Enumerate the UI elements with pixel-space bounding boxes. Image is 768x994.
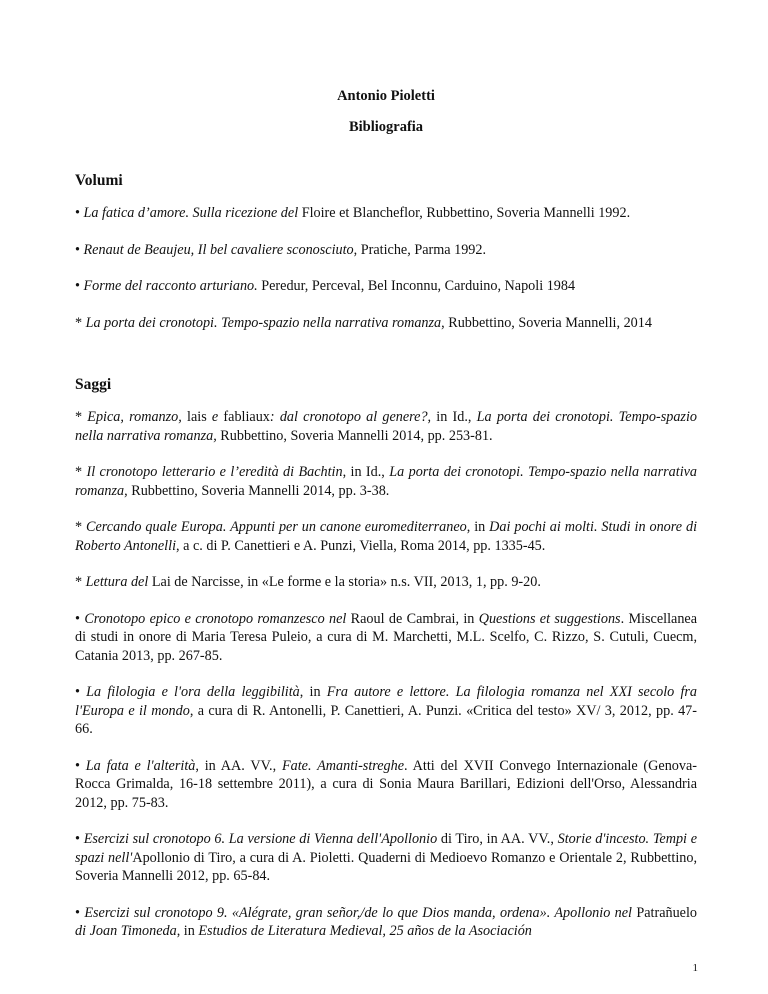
- entry-text: , a cura di R. Antonelli, P. Canettieri, A. Punzi. «Critica del testo» XV/ 3, 2012, pp. 47-66.: [75, 702, 697, 737]
- entry-text: Cronotopo epico e cronotopo romanzesco nel: [84, 610, 351, 627]
- saggi-list: [75, 408, 697, 941]
- entry-text: . Miscellanea di studi in onore di Maria Teresa Puleio, a cura di M. Marchetti, M.L. Scelfo, C. Rizzo, S. Cutuli, Cuecm, Catania 2013, pp. 267-85.: [75, 610, 698, 664]
- entry-text: •: [75, 904, 85, 921]
- entry-text: : dal cronotopo al genere?,: [269, 409, 437, 425]
- entry-text: Fate. Amanti-streghe: [281, 757, 405, 774]
- entry-text: •: [75, 757, 86, 774]
- entry-text: , in AA. VV.,: [195, 757, 282, 774]
- document-page: [75, 88, 697, 955]
- bibliography-entry: [75, 757, 697, 813]
- volumi-list: [75, 204, 697, 332]
- bibliography-entry: [75, 314, 697, 333]
- entry-text: Estudios de Literatura Medieval, 25 años de la Asociación: [198, 923, 532, 939]
- entry-text: , in Id.,: [342, 464, 390, 480]
- entry-text: Rubbettino, Soveria Mannelli 2014, pp. 253-81.: [220, 427, 493, 444]
- entry-text: La fata e l'alterità: [85, 757, 196, 774]
- entry-text: di Joan Timoneda: [75, 923, 177, 939]
- bibliography-entry: [75, 610, 697, 666]
- entry-text: Lai de Narcisse, in «Le forme e la storia» n.s. VII, 2013, 1, pp. 9-20.: [151, 574, 541, 590]
- entry-text: , in: [299, 684, 327, 700]
- entry-text: Esercizi sul cronotopo 6. La versione di Vienna dell'Apollonio: [83, 831, 441, 847]
- entry-text: Storie d'incesto. Tempi e spazi nell': [75, 831, 698, 866]
- entry-text: •: [75, 610, 85, 627]
- entry-text: La fatica d’amore. Sulla ricezione del: [83, 205, 302, 221]
- bibliography-entry: [75, 518, 697, 555]
- entry-text: *: [75, 519, 87, 535]
- entry-text: •: [75, 831, 84, 847]
- entry-text: Peredur, Perceval, Bel Inconnu, Carduino, Napoli 1984: [261, 278, 576, 294]
- entry-text: *: [75, 464, 87, 480]
- entry-text: La filologia e l'ora della leggibilità: [86, 684, 300, 700]
- entry-text: La porta dei cronotopi. Tempo-spazio nella narrativa romanza: [75, 464, 698, 499]
- entry-text: , in: [176, 923, 199, 939]
- entry-text: di Tiro, in AA. VV.,: [440, 831, 558, 847]
- entry-text: •: [75, 684, 87, 700]
- entry-text: •: [75, 205, 84, 221]
- entry-text: , Rubbettino, Soveria Mannelli 2014, pp. 3-38.: [124, 482, 390, 499]
- entry-text: e: [211, 409, 224, 425]
- entry-text: Raoul de Cambrai, in: [350, 610, 479, 627]
- entry-text: , Rubbettino, Soveria Mannelli, 2014: [441, 314, 652, 331]
- entry-text: Cercando quale Europa. Appunti per un canone euromediterraneo: [86, 519, 467, 535]
- bibliography-entry: [75, 204, 697, 223]
- entry-text: Esercizi sul cronotopo 9. «Alégrate, gran señor,/de lo que Dios manda, ordena». Apollonio nel: [84, 904, 637, 921]
- entry-text: Forme del racconto arturiano.: [83, 278, 262, 294]
- entry-text: Dai pochi ai molti. Studi in onore di Roberto Antonelli: [75, 519, 698, 554]
- bibliography-entry: [75, 904, 697, 941]
- bibliography-entry: [75, 408, 697, 445]
- author-name: Antonio Pioletti: [337, 88, 435, 104]
- entry-text: Patrañuelo: [636, 904, 698, 921]
- entry-text: . Atti del XVII Convego Internazionale (Genova-Rocca Grimalda, 16-18 settembre 2011), a cura di Sonia Maura Barillari, Edizioni dell'Orso, Alessandria 2012, pp. 75-83.: [75, 757, 698, 811]
- bibliography-entry: [75, 463, 697, 500]
- bibliography-entry: [75, 573, 697, 592]
- entry-text: , Pratiche, Parma 1992.: [353, 241, 487, 258]
- entry-text: La porta dei cronotopi. Tempo-spazio nella narrativa romanza: [85, 314, 442, 331]
- page-number: 1: [692, 962, 698, 974]
- entry-text: Lettura del: [85, 574, 152, 590]
- section-heading-saggi: Saggi: [75, 376, 112, 393]
- entry-text: •: [75, 241, 84, 258]
- bibliography-entry: [75, 241, 697, 260]
- entry-text: lais: [187, 409, 212, 425]
- entry-text: Floire et Blancheflor, Rubbettino, Soveria Mannelli 1992.: [301, 205, 631, 221]
- entry-text: , in: [466, 519, 490, 535]
- entry-text: fabliaux: [223, 409, 270, 425]
- entry-text: La porta dei cronotopi. Tempo-spazio nella narrativa romanza,: [75, 409, 697, 444]
- bibliography-entry: [75, 277, 697, 296]
- entry-text: in Id.,: [436, 409, 477, 425]
- entry-text: Apollonio di Tiro, a cura di A. Pioletti. Quaderni di Medioevo Romanzo e Orientale 2, Rubbettino, Soveria Mannelli 2012, pp. 65-84.: [75, 849, 697, 884]
- entry-text: *: [75, 574, 86, 590]
- entry-text: *: [75, 409, 88, 425]
- entry-text: Il cronotopo letterario e l’eredità di Bachtin: [86, 464, 343, 480]
- section-heading-volumi: Volumi: [75, 172, 123, 189]
- entry-text: Questions et suggestions: [478, 610, 621, 627]
- bibliography-entry: [75, 830, 697, 886]
- bibliography-entry: [75, 683, 697, 739]
- entry-text: Epica, romanzo,: [87, 409, 188, 425]
- entry-text: •: [75, 278, 84, 294]
- document-title: Bibliografia: [348, 119, 424, 135]
- entry-text: Fra autore e lettore. La filologia romanza nel XXI secolo fra l'Europa e il mondo: [75, 684, 698, 719]
- entry-text: Renaut de Beaujeu, Il bel cavaliere sconosciuto: [83, 241, 354, 258]
- entry-text: *: [75, 314, 86, 331]
- entry-text: , a c. di P. Canettieri e A. Punzi, Viella, Roma 2014, pp. 1335-45.: [176, 537, 546, 554]
